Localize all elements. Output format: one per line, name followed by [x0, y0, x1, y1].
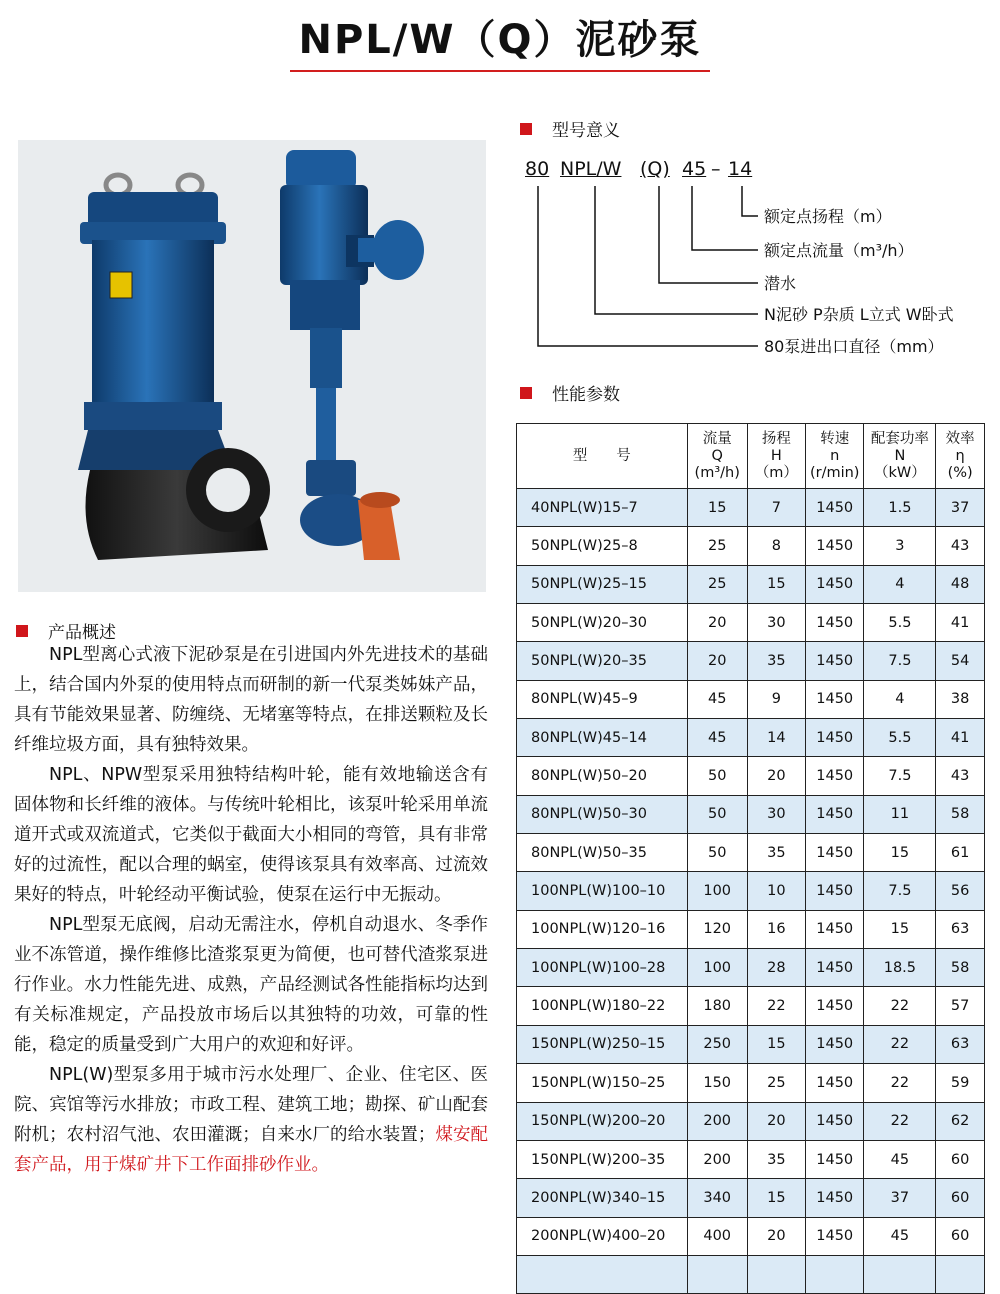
table-row	[517, 719, 985, 757]
cell-power: 45	[864, 1217, 936, 1255]
cell-efficiency: 48	[936, 565, 985, 603]
cell-efficiency: 56	[936, 872, 985, 910]
cell-speed: 1450	[805, 719, 864, 757]
cell-model: 40NPL(W)15–7	[517, 489, 688, 527]
cell-flow: 120	[687, 910, 747, 948]
label-rated-flow: 额定点流量（m³/h）	[764, 241, 914, 260]
cell-flow: 50	[687, 795, 747, 833]
table-row	[517, 565, 985, 603]
cell-efficiency: 41	[936, 604, 985, 642]
cell-power: 22	[864, 1102, 936, 1140]
cell-model: 200NPL(W)400–20	[517, 1217, 688, 1255]
table-row	[517, 834, 985, 872]
cell-efficiency: 60	[936, 1217, 985, 1255]
cell-speed: 1450	[805, 872, 864, 910]
table-row	[517, 1064, 985, 1102]
cell-efficiency: 62	[936, 1102, 985, 1140]
cell-efficiency: 37	[936, 489, 985, 527]
cell-speed: 1450	[805, 1102, 864, 1140]
cell-power: 22	[864, 1025, 936, 1063]
header-eff-name: 效率	[945, 430, 975, 447]
cell-efficiency: 63	[936, 1025, 985, 1063]
header-eff-symbol: η	[955, 447, 965, 464]
cell-model: 200NPL(W)340–15	[517, 1179, 688, 1217]
table-row	[517, 1025, 985, 1063]
cell-speed	[805, 1255, 864, 1293]
code-part-head: 14	[728, 158, 753, 180]
cell-power: 22	[864, 1064, 936, 1102]
cell-model: 50NPL(W)25–15	[517, 565, 688, 603]
cell-efficiency	[936, 1255, 985, 1293]
section-heading-performance	[520, 380, 620, 405]
cell-efficiency: 54	[936, 642, 985, 680]
section-heading-text: 型号意义	[552, 121, 620, 141]
cell-efficiency: 58	[936, 795, 985, 833]
cell-speed: 1450	[805, 910, 864, 948]
cell-efficiency: 38	[936, 680, 985, 718]
table-row	[517, 642, 985, 680]
cell-head: 15	[747, 565, 805, 603]
table-row	[517, 680, 985, 718]
cell-head: 35	[747, 1140, 805, 1178]
cell-power: 11	[864, 795, 936, 833]
label-diameter: 80泵进出口直径（mm）	[764, 337, 944, 356]
cell-model: 100NPL(W)180–22	[517, 987, 688, 1025]
cell-power: 1.5	[864, 489, 936, 527]
header-eff-unit: (%)	[947, 464, 973, 481]
cell-efficiency: 60	[936, 1179, 985, 1217]
cell-head: 20	[747, 757, 805, 795]
cell-flow: 150	[687, 1064, 747, 1102]
header-flow	[687, 424, 747, 489]
cell-head: 7	[747, 489, 805, 527]
header-head-symbol: H	[770, 447, 782, 464]
cell-flow: 340	[687, 1179, 747, 1217]
table-row	[517, 757, 985, 795]
cell-head: 14	[747, 719, 805, 757]
overview-paragraph-2: NPL、NPW型泵采用独特结构叶轮，能有效地输送含有固体物和长纤维的液体。与传统叶轮相比，该泵叶轮采用单流道开式或双流道式，它类似于截面大小相同的弯管，具有非常好的过流性，配以合理的蜗室，使得该泵具有效率高、过流效果好的特点，叶轮经动平衡试验，使泵在运行中无振动。	[14, 765, 488, 905]
cell-model: 80NPL(W)50–30	[517, 795, 688, 833]
cell-model: 80NPL(W)45–9	[517, 680, 688, 718]
page-title: NPL/W（Q）泥砂泵	[298, 17, 702, 63]
table-row	[517, 795, 985, 833]
cell-power: 7.5	[864, 642, 936, 680]
overview-paragraph-1: NPL型离心式液下泥砂泵是在引进国内外先进技术的基础上，结合国内外泵的使用特点而研制的新一代泵类姊妹产品，具有节能效果显著、防缠绕、无堵塞等特点，在排送颗粒及长纤维垃圾方面，具有独特效果。	[14, 645, 488, 755]
code-part-submersible: (Q)	[640, 158, 670, 180]
cell-speed: 1450	[805, 987, 864, 1025]
header-flow-name: 流量	[702, 430, 732, 447]
cell-flow: 45	[687, 719, 747, 757]
section-heading-model	[520, 116, 620, 141]
table-row	[517, 910, 985, 948]
cell-model: 100NPL(W)100–28	[517, 949, 688, 987]
header-speed-name: 转速	[820, 430, 850, 447]
section-heading-text: 性能参数	[552, 385, 620, 405]
cell-flow: 25	[687, 565, 747, 603]
cell-speed: 1450	[805, 757, 864, 795]
cell-flow: 50	[687, 757, 747, 795]
cell-head: 10	[747, 872, 805, 910]
header-flow-unit: (m³/h)	[694, 464, 740, 481]
cell-model: 150NPL(W)250–15	[517, 1025, 688, 1063]
cell-flow: 200	[687, 1140, 747, 1178]
header-head-unit: （m）	[754, 464, 798, 481]
cell-head: 28	[747, 949, 805, 987]
cell-flow: 100	[687, 872, 747, 910]
cell-model: 100NPL(W)120–16	[517, 910, 688, 948]
cell-speed: 1450	[805, 604, 864, 642]
label-pump-type: N泥砂 P杂质 L立式 W卧式	[764, 305, 954, 324]
cell-head: 30	[747, 604, 805, 642]
cell-head: 30	[747, 795, 805, 833]
cell-head: 35	[747, 834, 805, 872]
cell-power: 3	[864, 527, 936, 565]
cell-flow: 180	[687, 987, 747, 1025]
table-row	[517, 1179, 985, 1217]
header-speed-symbol: n	[830, 447, 840, 464]
cell-flow: 20	[687, 604, 747, 642]
cell-model: 80NPL(W)50–35	[517, 834, 688, 872]
cell-efficiency: 43	[936, 527, 985, 565]
red-square-bullet	[16, 625, 28, 637]
cell-power: 22	[864, 987, 936, 1025]
cell-speed: 1450	[805, 642, 864, 680]
table-row	[517, 527, 985, 565]
label-rated-head: 额定点扬程（m）	[764, 207, 892, 226]
bracket-lines	[520, 150, 990, 365]
cell-head	[747, 1255, 805, 1293]
table-row	[517, 872, 985, 910]
cell-power: 5.5	[864, 719, 936, 757]
header-flow-symbol: Q	[711, 447, 723, 464]
cell-efficiency: 61	[936, 834, 985, 872]
cell-head: 25	[747, 1064, 805, 1102]
cell-head: 20	[747, 1217, 805, 1255]
cell-head: 22	[747, 987, 805, 1025]
pump-illustration	[18, 140, 486, 592]
cell-efficiency: 58	[936, 949, 985, 987]
cell-model: 100NPL(W)100–10	[517, 872, 688, 910]
cell-flow: 200	[687, 1102, 747, 1140]
cell-power: 18.5	[864, 949, 936, 987]
header-speed	[805, 424, 864, 489]
cell-power: 37	[864, 1179, 936, 1217]
table-row	[517, 1255, 985, 1293]
cell-model: 150NPL(W)200–20	[517, 1102, 688, 1140]
cell-model: 80NPL(W)45–14	[517, 719, 688, 757]
cell-efficiency: 59	[936, 1064, 985, 1102]
cell-head: 16	[747, 910, 805, 948]
title-underline	[290, 70, 710, 72]
header-efficiency	[936, 424, 985, 489]
cell-speed: 1450	[805, 834, 864, 872]
cell-head: 15	[747, 1179, 805, 1217]
table-header-row	[517, 424, 985, 489]
cell-speed: 1450	[805, 680, 864, 718]
table-row	[517, 987, 985, 1025]
header-power	[864, 424, 936, 489]
cell-power: 5.5	[864, 604, 936, 642]
cell-model: 50NPL(W)20–35	[517, 642, 688, 680]
cell-flow: 15	[687, 489, 747, 527]
cell-flow: 20	[687, 642, 747, 680]
cell-efficiency: 57	[936, 987, 985, 1025]
code-part-flow: 45	[682, 158, 707, 180]
code-dash: –	[711, 158, 721, 180]
header-power-symbol: N	[894, 447, 906, 464]
cell-head: 35	[747, 642, 805, 680]
cell-model: 50NPL(W)25–8	[517, 527, 688, 565]
cell-head: 15	[747, 1025, 805, 1063]
red-square-bullet	[520, 387, 532, 399]
table-row	[517, 604, 985, 642]
cell-power: 7.5	[864, 757, 936, 795]
cell-power: 4	[864, 565, 936, 603]
cell-speed: 1450	[805, 1179, 864, 1217]
header-power-unit: （kW）	[874, 464, 926, 481]
cell-model: 50NPL(W)20–30	[517, 604, 688, 642]
label-submersible: 潜水	[764, 274, 797, 293]
cell-efficiency: 41	[936, 719, 985, 757]
cell-power: 15	[864, 834, 936, 872]
overview-paragraph-4	[14, 1060, 488, 1180]
cell-power: 45	[864, 1140, 936, 1178]
cell-speed: 1450	[805, 565, 864, 603]
cell-efficiency: 43	[936, 757, 985, 795]
cell-model: 150NPL(W)150–25	[517, 1064, 688, 1102]
performance-table	[516, 423, 985, 1294]
header-power-name: 配套功率	[870, 430, 929, 447]
code-part-diameter: 80	[525, 158, 550, 180]
cell-power	[864, 1255, 936, 1293]
cell-speed: 1450	[805, 949, 864, 987]
cell-flow	[687, 1255, 747, 1293]
cell-efficiency: 63	[936, 910, 985, 948]
header-head	[747, 424, 805, 489]
red-square-bullet	[520, 123, 532, 135]
cell-model: 150NPL(W)200–35	[517, 1140, 688, 1178]
section-heading-text: 产品概述	[48, 623, 116, 643]
code-part-type: NPL/W	[560, 158, 622, 180]
overview-p4-highlight: 煤安配套产品，用于煤矿井下工作面排砂作业。	[14, 1125, 489, 1175]
header-speed-unit: (r/min)	[809, 464, 860, 481]
cell-flow: 50	[687, 834, 747, 872]
cell-flow: 45	[687, 680, 747, 718]
cell-speed: 1450	[805, 1140, 864, 1178]
table-row	[517, 1140, 985, 1178]
cell-flow: 25	[687, 527, 747, 565]
overview-text	[14, 640, 488, 1180]
header-model: 型 号	[517, 424, 688, 489]
cell-speed: 1450	[805, 1064, 864, 1102]
table-row	[517, 489, 985, 527]
cell-speed: 1450	[805, 489, 864, 527]
table-row	[517, 1217, 985, 1255]
table-row	[517, 1102, 985, 1140]
overview-p4-text: NPL(W)型泵多用于城市污水处理厂、企业、住宅区、医院、宾馆等污水排放；市政工程、建筑工地；勘探、矿山配套附机；农村沼气池、农田灌溉；自来水厂的给水装置；	[14, 1065, 488, 1145]
model-code-diagram	[520, 150, 990, 365]
cell-power: 7.5	[864, 872, 936, 910]
cell-head: 8	[747, 527, 805, 565]
cell-power: 15	[864, 910, 936, 948]
cell-speed: 1450	[805, 1217, 864, 1255]
cell-flow: 400	[687, 1217, 747, 1255]
table-row	[517, 949, 985, 987]
product-photo	[18, 140, 486, 592]
cell-model	[517, 1255, 688, 1293]
cell-head: 20	[747, 1102, 805, 1140]
cell-model: 80NPL(W)50–20	[517, 757, 688, 795]
header-head-name: 扬程	[761, 430, 791, 447]
table-body	[517, 489, 985, 1294]
cell-speed: 1450	[805, 1025, 864, 1063]
cell-head: 9	[747, 680, 805, 718]
cell-speed: 1450	[805, 527, 864, 565]
cell-power: 4	[864, 680, 936, 718]
cell-flow: 250	[687, 1025, 747, 1063]
cell-flow: 100	[687, 949, 747, 987]
cell-efficiency: 60	[936, 1140, 985, 1178]
cell-speed: 1450	[805, 795, 864, 833]
overview-paragraph-3: NPL型泵无底阀，启动无需注水，停机自动退水、冬季作业不冻管道，操作维修比渣浆泵更为简便，也可替代渣浆泵进行作业。水力性能先进、成熟，产品经测试各性能指标均达到有关标准规定，产品投放市场后以其独特的功效，可靠的性能，稳定的质量受到广大用户的欢迎和好评。	[14, 915, 488, 1055]
